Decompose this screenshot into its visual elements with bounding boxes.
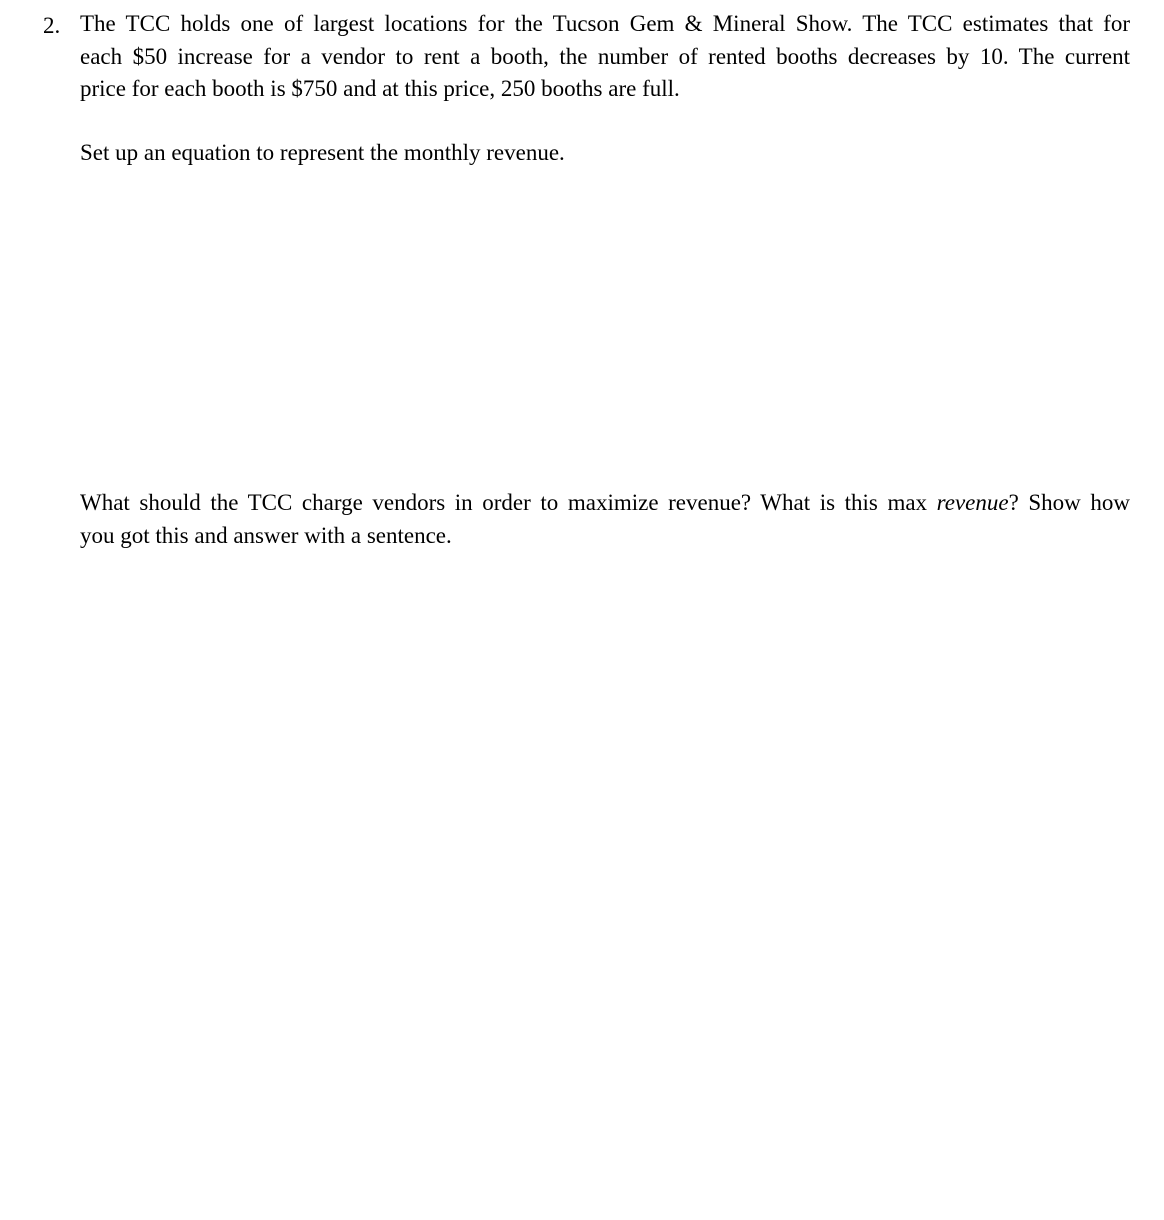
statement-line-3: price for each booth is $750 and at this price, 250 booths are full. <box>80 76 680 101</box>
part2-answer-space[interactable] <box>80 565 1120 1205</box>
part2-prompt-line-1 <box>80 487 1130 520</box>
part2-emphasis: revenue <box>936 490 1009 515</box>
part1-prompt <box>80 137 1130 170</box>
part1-prompt-text: Set up an equation to represent the monthly revenue. <box>80 140 565 165</box>
part1-answer-space[interactable] <box>80 180 1120 470</box>
part2-text-before: What should the TCC charge vendors in order to maximize revenue? What is this max <box>80 490 937 515</box>
problem-statement <box>80 8 1130 106</box>
part2-text-after: ? Show how <box>1008 490 1130 515</box>
statement-line-1: The TCC holds one of largest locations for the Tucson Gem & Mineral Show. The TCC estimates that for <box>80 11 1130 36</box>
part2-prompt <box>80 487 1130 552</box>
part2-prompt-line-2: you got this and answer with a sentence. <box>80 522 452 548</box>
statement-line-2: each $50 increase for a vendor to rent a booth, the number of rented booths decreases by 10. The current <box>80 43 1130 69</box>
problem-number: 2. <box>43 13 61 38</box>
